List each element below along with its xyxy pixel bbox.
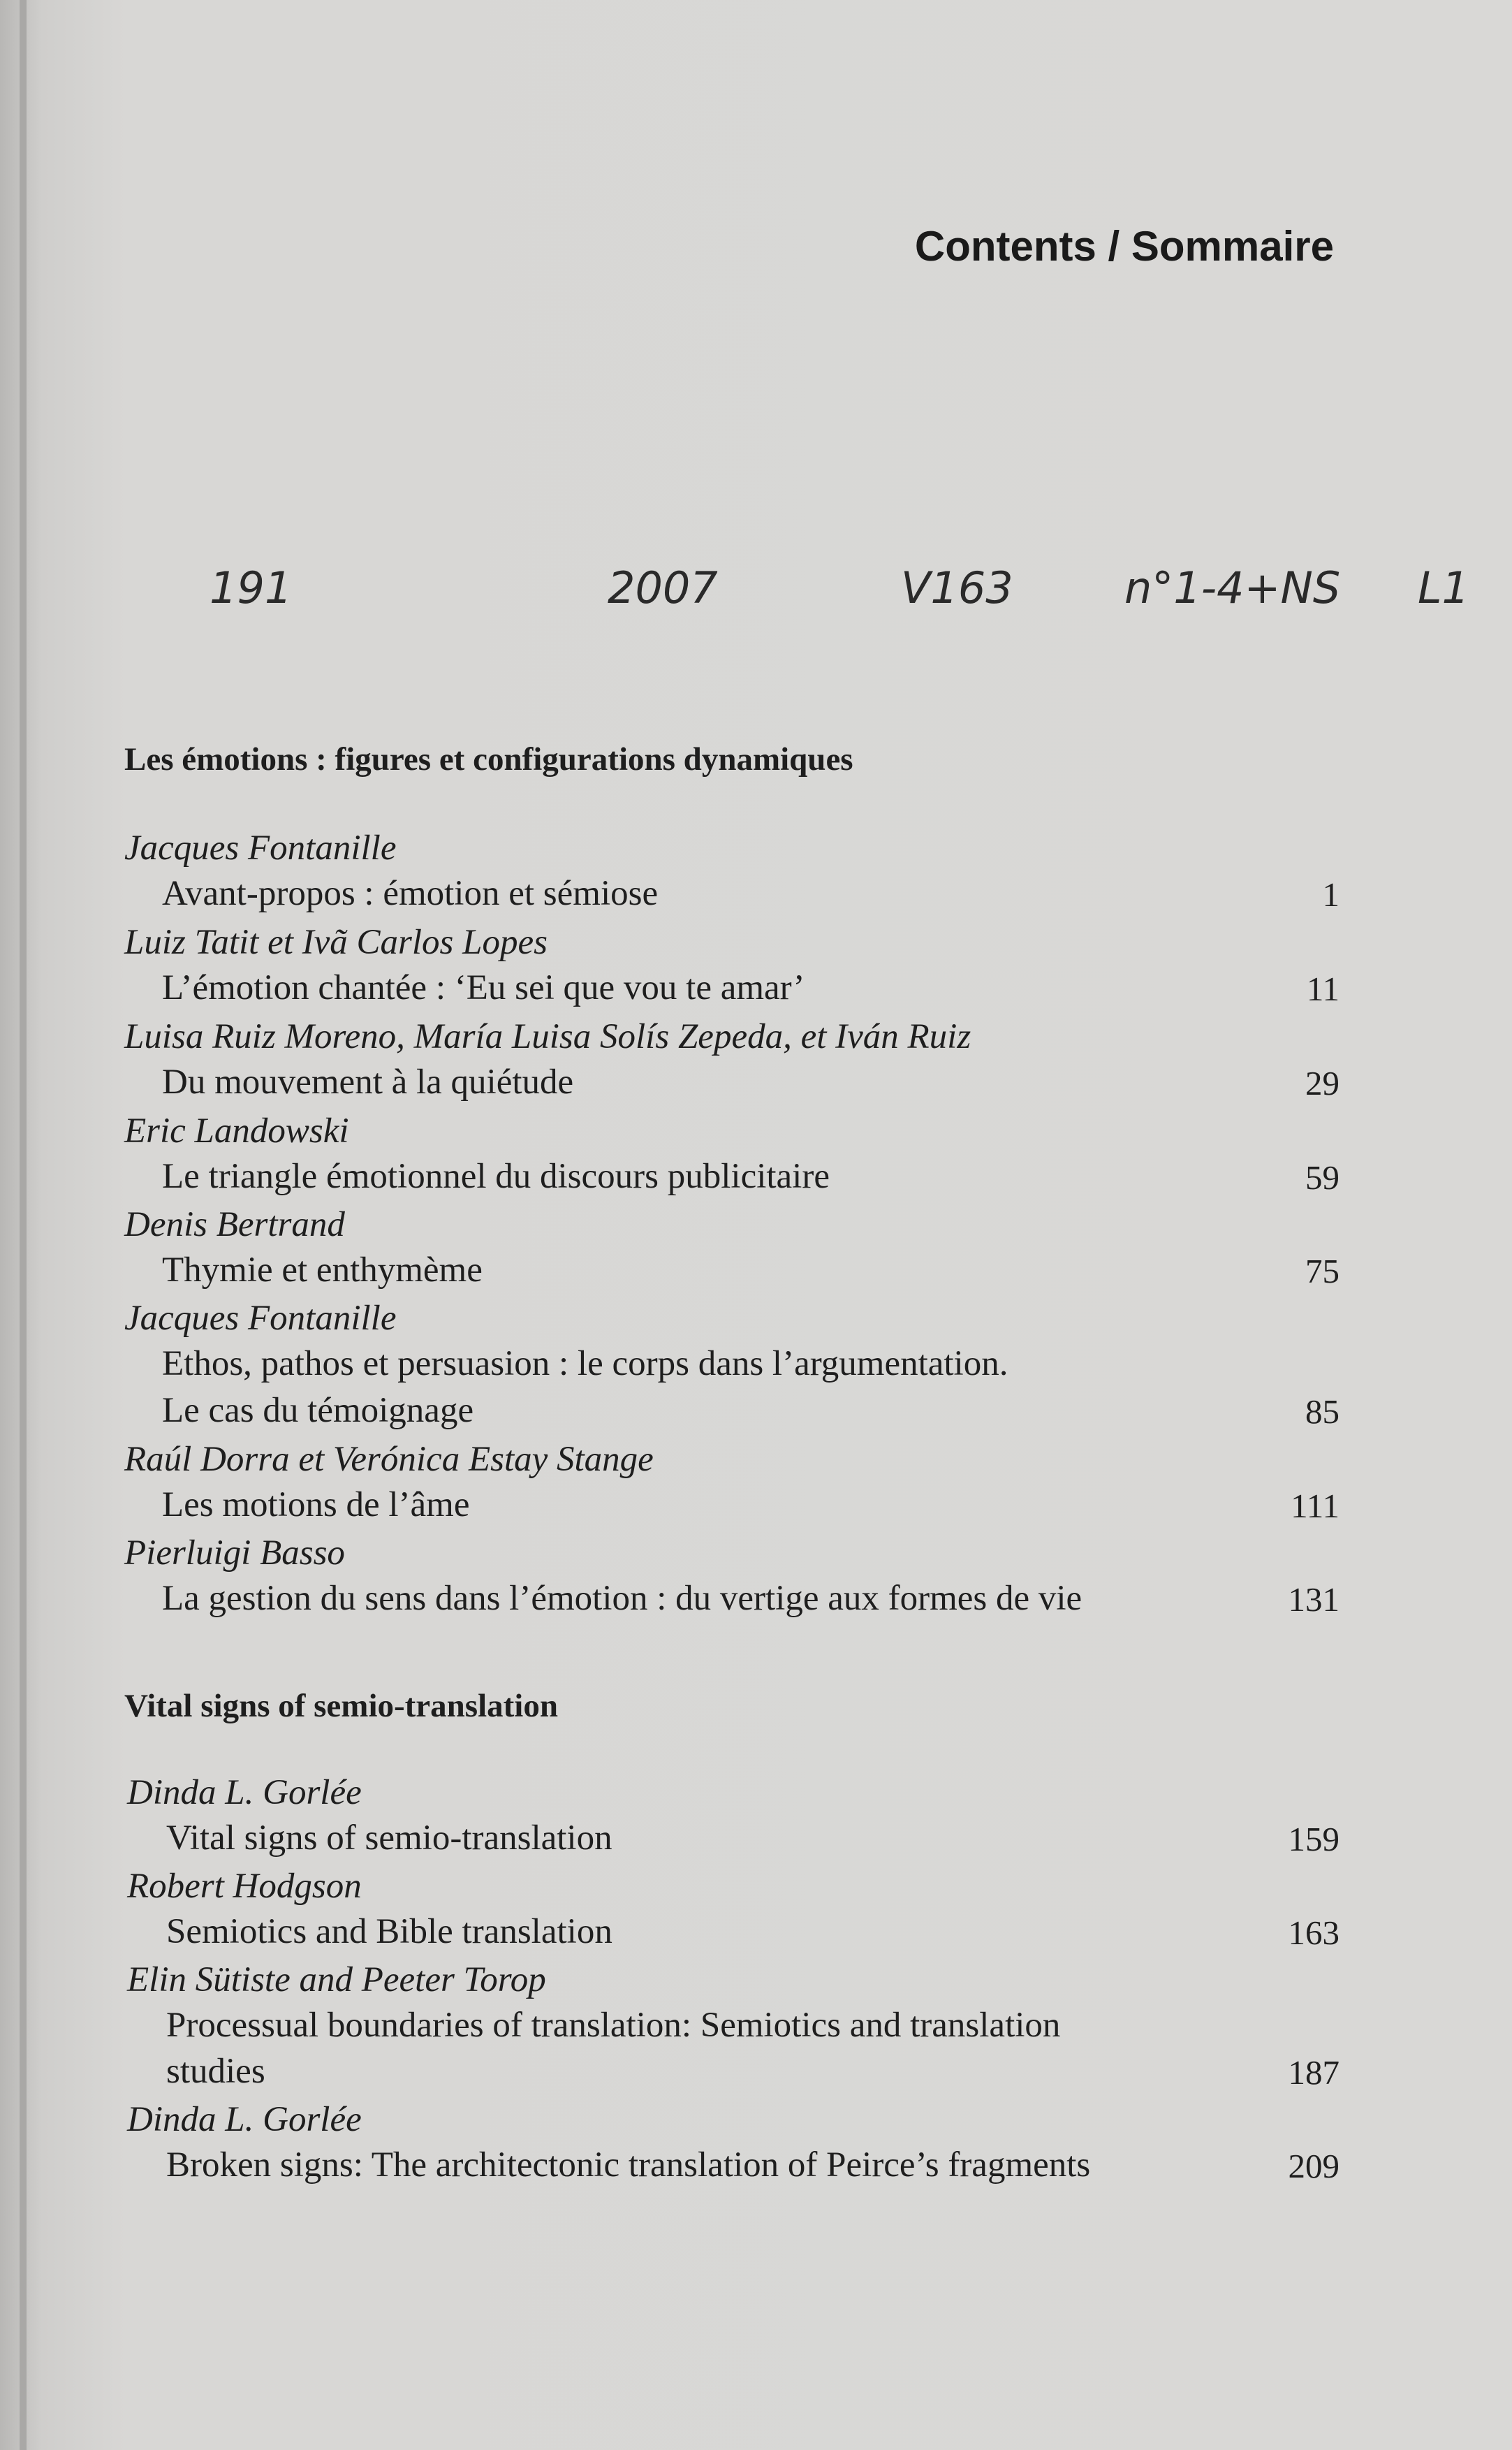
entry-author: Elin Sütiste and Peeter Torop [127, 1960, 546, 1999]
entry-author: Denis Bertrand [124, 1205, 345, 1244]
entry-page-number: 59 [1305, 1158, 1339, 1197]
entry-title-continued: Le cas du témoignage [162, 1391, 474, 1430]
entry-page-number: 163 [1288, 1913, 1339, 1952]
entry-page-number: 131 [1288, 1580, 1339, 1619]
entry-title: Semiotics and Bible translation [166, 1912, 612, 1951]
entry-author: Luisa Ruiz Moreno, María Luisa Solís Zepeda, et Iván Ruiz [124, 1017, 971, 1056]
entry-page-number: 29 [1305, 1064, 1339, 1102]
entry-title: Thymie et enthymème [162, 1250, 483, 1290]
entry-title: Du mouvement à la quiétude [162, 1063, 574, 1102]
entry-author: Dinda L. Gorlée [127, 2100, 362, 2139]
entry-title: La gestion du sens dans l’émotion : du vertige aux formes de vie [162, 1579, 1082, 1618]
handwritten-note-issues: n°1-4+NS [1124, 562, 1341, 613]
entry-author: Luiz Tatit et Ivã Carlos Lopes [124, 923, 548, 962]
entry-author: Raúl Dorra et Verónica Estay Stange [124, 1440, 654, 1479]
entry-title: Processual boundaries of translation: Semiotics and translation [166, 2006, 1061, 2045]
entry-page-number: 1 [1322, 875, 1339, 914]
section-title: Vital signs of semio-translation [124, 1688, 559, 1724]
entry-page-number: 75 [1305, 1252, 1339, 1290]
entry-page-number: 111 [1291, 1487, 1339, 1525]
entry-page-number: 159 [1288, 1820, 1339, 1858]
entry-title: Les motions de l’âme [162, 1485, 470, 1524]
section-title: Les émotions : figures et configurations dynamiques [124, 741, 853, 778]
entry-page-number: 11 [1306, 970, 1339, 1008]
entry-title: L’émotion chantée : ‘Eu sei que vou te amar’ [162, 968, 805, 1007]
entry-title-continued: studies [166, 2052, 265, 2091]
handwritten-note-year: 2007 [608, 562, 718, 613]
entry-author: Robert Hodgson [127, 1867, 362, 1906]
entry-title: Broken signs: The architectonic translation of Peirce’s fragments [166, 2145, 1091, 2185]
handwritten-note-vol-number: V163 [901, 562, 1013, 613]
page-title: Contents / Sommaire [914, 223, 1334, 270]
entry-author: Eric Landowski [124, 1111, 349, 1151]
entry-title: Le triangle émotionnel du discours publicitaire [162, 1157, 830, 1196]
entry-author: Pierluigi Basso [124, 1533, 345, 1573]
entry-title: Avant-propos : émotion et sémiose [162, 874, 659, 913]
entry-title: Vital signs of semio-translation [166, 1818, 612, 1858]
entry-title: Ethos, pathos et persuasion : le corps dans l’argumentation. [162, 1344, 1008, 1383]
entry-page-number: 85 [1305, 1392, 1339, 1431]
entry-author: Jacques Fontanille [124, 829, 397, 868]
entry-page-number: 187 [1288, 2053, 1339, 2092]
entry-author: Dinda L. Gorlée [127, 1773, 362, 1812]
entry-page-number: 209 [1288, 2147, 1339, 2185]
entry-author: Jacques Fontanille [124, 1299, 397, 1338]
handwritten-note-location: L1 [1418, 562, 1469, 613]
page-spine-shadow [20, 0, 27, 2450]
handwritten-note-volume: 191 [210, 562, 293, 613]
handwritten-shelf-note [0, 562, 1512, 639]
